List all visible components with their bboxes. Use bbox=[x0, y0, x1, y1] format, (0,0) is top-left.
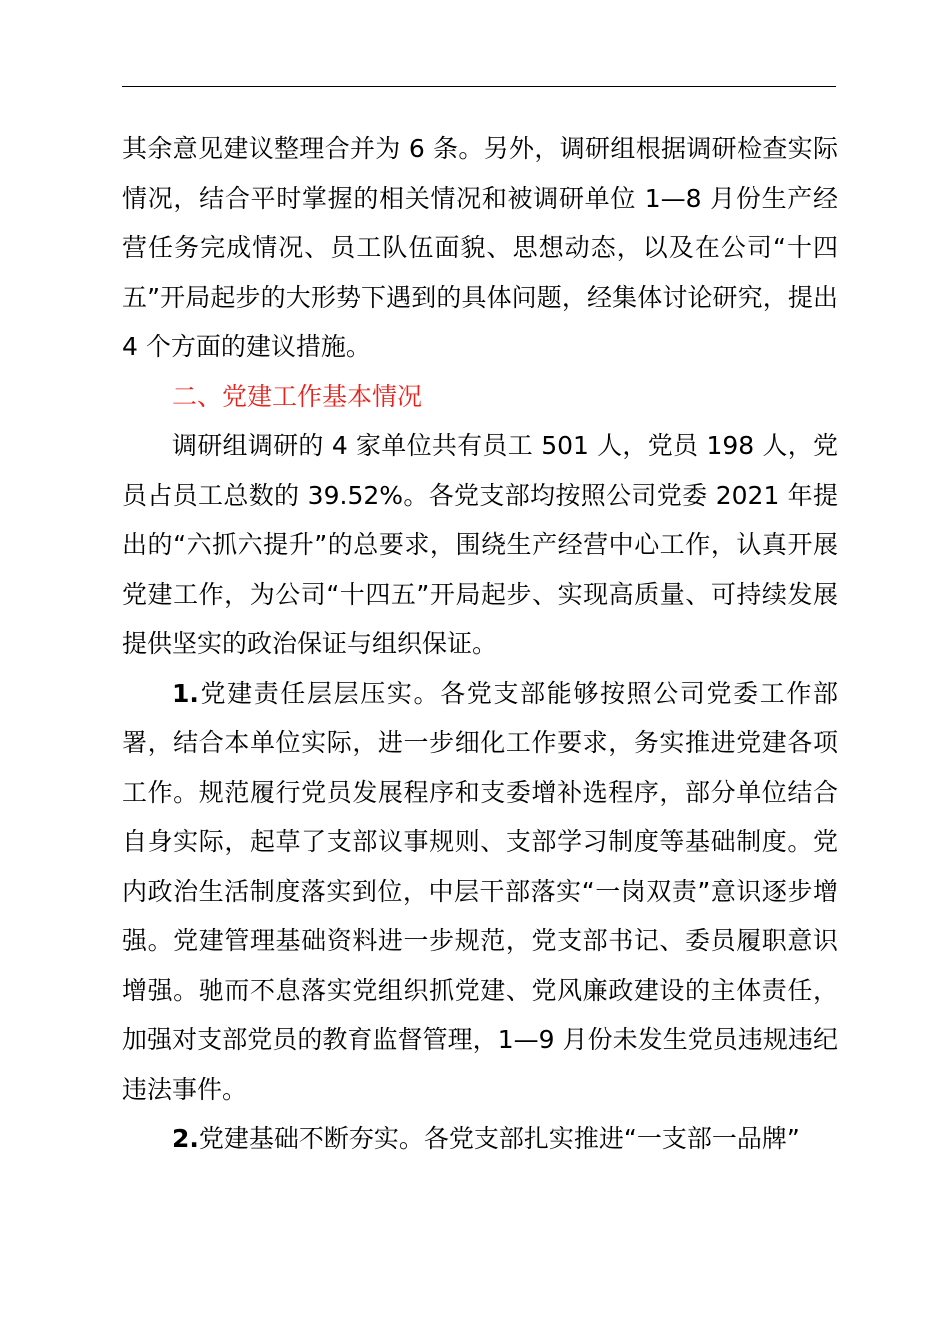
numbered-item-2 bbox=[122, 1114, 838, 1164]
item-text: 党建责任层层压实。各党支部能够按照公司党委工作部署，结合本单位实际，进一步细化工作要求，务实推进党建各项工作。规范履行党员发展程序和支委增补选程序，部分单位结合自身实际，起草了支部议事规则、支部学习制度等基础制度。党内政治生活制度落实到位，中层干部落实“一岗双责”意识逐步增强。党建管理基础资料进一步规范，党支部书记、委员履职意识增强。驰而不息落实党组织抓党建、党风廉政建设的主体责任，加强对支部党员的教育监督管理，1—9 月份未发生党员违规违纪违法事件。 bbox=[122, 678, 838, 1104]
header-rule bbox=[122, 86, 836, 87]
section-heading: 二、党建工作基本情况 bbox=[172, 381, 423, 411]
item-text: 党建基础不断夯实。各党支部扎实推进“一支部一品牌” bbox=[198, 1124, 800, 1153]
numbered-item-1 bbox=[122, 669, 838, 1115]
item-number: 2. bbox=[172, 1124, 199, 1153]
item-number: 1. bbox=[172, 678, 199, 708]
document-body bbox=[122, 124, 838, 1164]
continuation-paragraph: 其余意见建议整理合并为 6 条。另外，调研组根据调研检查实际情况，结合平时掌握的相关情况和被调研单位 1—8 月份生产经营任务完成情况、员工队伍面貌、思想动态，以及在公司“十四五”开局起步的大形势下遇到的具体问题，经集体讨论研究，提出 4 个方面的建议措施。 bbox=[122, 134, 838, 361]
section-intro-paragraph: 调研组调研的 4 家单位共有员工 501 人，党员 198 人，党员占员工总数的 39.52%。各党支部均按照公司党委 2021 年提出的“六抓六提升”的总要求，围绕生产经营中心工作，认真开展党建工作，为公司“十四五”开局起步、实现高质量、可持续发展提供坚实的政治保证与组织保证。 bbox=[122, 431, 838, 658]
